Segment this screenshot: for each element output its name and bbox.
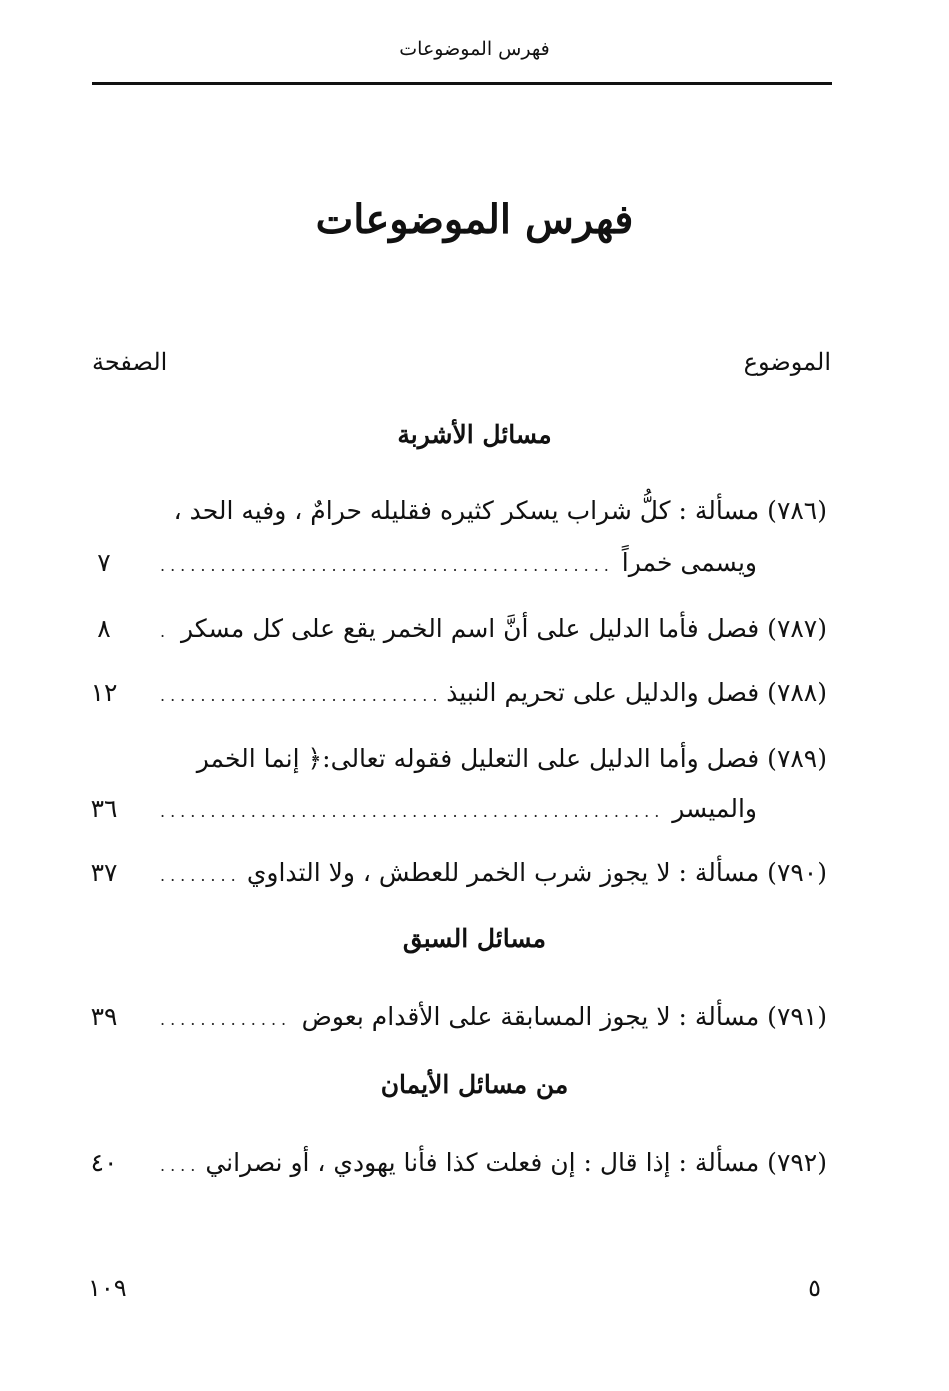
toc-entry-line [160,1146,827,1183]
leader-dots [160,679,436,713]
leader-dots [160,1003,292,1037]
column-header-topic: الموضوع [743,348,831,376]
leader-dots [160,859,237,893]
toc-page-number: ٧ [97,548,111,577]
toc-entry-line [160,612,827,649]
toc-entry-line [160,856,827,893]
toc-entry-text: (٧٨٦) مسألة : كلُّ شراب يسكر كثيره فقليله حرامٌ ، وفيه الحد ، [173,496,827,525]
toc-entry-line [160,494,827,528]
toc-page-number: ٣٩ [90,1002,118,1031]
toc-entry-text: ويسمى خمراً [621,548,757,577]
section-heading: مسائل الأشربة [397,420,552,449]
leader-dots [160,1149,195,1183]
toc-entry-text: (٧٩٢) مسألة : إذا قال : إن فعلت كذا فأنا يهودي ، أو نصراني [205,1148,827,1177]
toc-entry-text: (٧٩٠) مسألة : لا يجوز شرب الخمر للعطش ، ولا التداوي [246,858,827,887]
toc-entry-text: (٧٨٨) فصل والدليل على تحريم النبيذ [446,678,827,707]
toc-entry-line [160,676,827,713]
toc-entry-text: (٧٩١) مسألة : لا يجوز المسابقة على الأقدام بعوض [301,1002,827,1031]
toc-entry-line [160,1000,827,1037]
running-header: فهرس الموضوعات [399,38,550,60]
toc-entry-text: (٧٨٩) فصل وأما الدليل على التعليل فقوله تعالى:﴿ إنما الخمر [196,744,827,773]
section-heading: مسائل السبق [402,924,547,953]
leader-dots [160,615,171,649]
toc-page-number: ٨ [97,614,111,643]
page-title: فهرس الموضوعات [315,196,634,243]
footer-right-number: ٥ [808,1274,821,1302]
leader-dots [160,549,612,583]
page-number-footer: ١٠٩ [88,1274,127,1302]
toc-page-number: ١٢ [90,678,118,707]
column-header-page: الصفحة [92,348,168,376]
toc-entry-text: والميسر [672,794,757,823]
leader-dots [160,795,662,829]
section-heading: من مسائل الأيمان [380,1070,569,1099]
toc-entry-line [160,546,757,583]
toc-entry-text: (٧٨٧) فصل فأما الدليل على أنَّ اسم الخمر يقع على كل مسكر [180,614,827,643]
header-rule [92,82,832,85]
toc-page-number: ٤٠ [90,1148,118,1177]
toc-page-number: ٣٧ [90,858,118,887]
toc-entry-line [160,742,827,776]
toc-entry-line [160,792,757,829]
toc-page-number: ٣٦ [90,794,118,823]
